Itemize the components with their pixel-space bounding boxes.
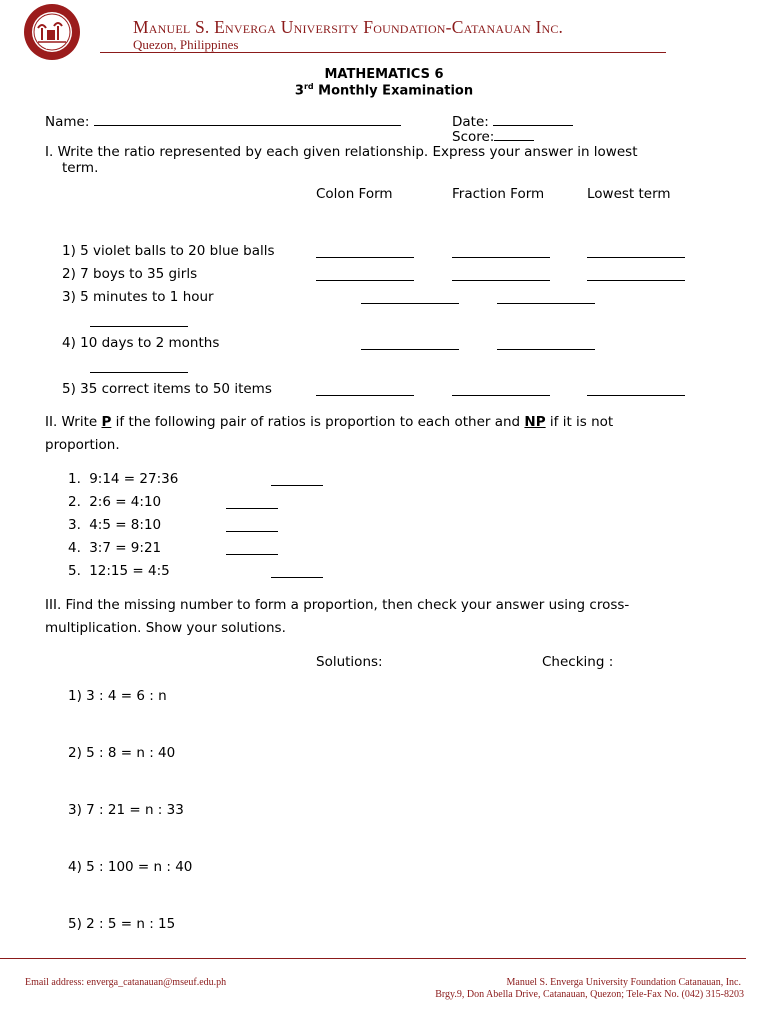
answer-blank[interactable] [271, 473, 323, 486]
part1-item: 2) 7 boys to 35 girls [62, 266, 198, 282]
answer-blank[interactable] [226, 519, 278, 532]
part3-item: 2) 5 : 8 = n : 40 [68, 745, 176, 761]
part2-item [68, 471, 178, 487]
score-label: Score: [452, 129, 495, 145]
answer-blank[interactable] [316, 268, 414, 281]
answer-blank[interactable] [452, 383, 550, 396]
part1-item: 5) 35 correct items to 50 items [62, 381, 272, 397]
footer-address: Brgy.9, Don Abella Drive, Catanauan, Quezon; Tele-Fax No. (042) 315-8203 [435, 989, 744, 1000]
exam-ordinal: 3 [294, 83, 304, 99]
item-text: 9:14 = 27:36 [89, 471, 179, 487]
part2-np-mark: NP [524, 414, 546, 430]
item-number: 4. [68, 540, 81, 556]
part1-item: 4) 10 days to 2 months [62, 335, 220, 351]
part3-instruction-cont: multiplication. Show your solutions. [45, 620, 286, 636]
date-blank[interactable] [493, 113, 573, 126]
item-number: 1. [68, 471, 81, 487]
part3-item: 5) 2 : 5 = n : 15 [68, 916, 176, 932]
exam-ordinal-suffix: rd [303, 82, 314, 91]
score-field[interactable] [452, 128, 534, 145]
university-seal [14, 2, 94, 62]
item-text: 2:6 = 4:10 [89, 494, 162, 510]
answer-blank[interactable] [361, 291, 459, 304]
part1-item: 3) 5 minutes to 1 hour [62, 289, 214, 305]
answer-blank[interactable] [587, 245, 685, 258]
part2-instr-mid: if the following pair of ratios is proportion to each other and [111, 414, 525, 430]
part2-instruction-cont: proportion. [45, 437, 120, 453]
answer-blank[interactable] [497, 337, 595, 350]
solutions-label: Solutions: [316, 654, 383, 670]
part2-item [68, 494, 161, 510]
answer-blank[interactable] [452, 268, 550, 281]
answer-blank[interactable] [226, 542, 278, 555]
part3-item: 3) 7 : 21 = n : 33 [68, 802, 184, 818]
item-text: 3:7 = 9:21 [89, 540, 162, 556]
answer-blank[interactable] [497, 291, 595, 304]
part3-item: 1) 3 : 4 = 6 : n [68, 688, 167, 704]
part2-item [68, 563, 170, 579]
part2-instruction [45, 414, 613, 430]
part2-instr-post: if it is not [545, 414, 614, 430]
part2-p-mark: P [101, 414, 112, 430]
part2-item [68, 517, 161, 533]
item-number: 3. [68, 517, 81, 533]
footer-rule [0, 958, 746, 959]
col-lowest-term: Lowest term [587, 186, 671, 202]
answer-blank[interactable] [361, 337, 459, 350]
exam-title-text: Monthly Examination [313, 83, 474, 99]
item-number: 5. [68, 563, 81, 579]
answer-blank[interactable] [587, 383, 685, 396]
item-text: 12:15 = 4:5 [89, 563, 170, 579]
part3-instruction: III. Find the missing number to form a proportion, then check your answer using cross- [45, 597, 630, 613]
university-name: Manuel S. Enverga University Foundation-Catanauan Inc. [133, 17, 564, 37]
exam-title [0, 82, 768, 98]
part1-instruction-cont: term. [62, 160, 99, 176]
name-blank[interactable] [94, 113, 401, 126]
part2-instr-pre: II. Write [45, 414, 102, 430]
part1-item: 1) 5 violet balls to 20 blue balls [62, 243, 275, 259]
footer-email: Email address: enverga_catanauan@mseuf.edu.ph [25, 977, 227, 988]
answer-blank[interactable] [316, 383, 414, 396]
seal-year: 1948 [45, 45, 57, 51]
answer-blank[interactable] [452, 245, 550, 258]
part1-instruction: I. Write the ratio represented by each given relationship. Express your answer in lowest [45, 144, 638, 160]
item-number: 2. [68, 494, 81, 510]
university-location: Quezon, Philippines [133, 37, 239, 52]
answer-blank[interactable] [90, 360, 188, 373]
answer-blank[interactable] [587, 268, 685, 281]
name-label: Name: [45, 114, 90, 130]
answer-blank[interactable] [226, 496, 278, 509]
part2-item [68, 540, 161, 556]
date-label: Date: [452, 114, 489, 130]
header-rule [100, 52, 666, 53]
footer-org: Manuel S. Enverga University Foundation Catanauan, Inc. [506, 977, 741, 988]
answer-blank[interactable] [271, 565, 323, 578]
checking-label: Checking : [542, 654, 614, 670]
item-text: 4:5 = 8:10 [89, 517, 162, 533]
name-field[interactable] [45, 113, 401, 130]
answer-blank[interactable] [90, 314, 188, 327]
col-colon-form: Colon Form [316, 186, 393, 202]
answer-blank[interactable] [316, 245, 414, 258]
exam-subject: MATHEMATICS 6 [324, 67, 444, 82]
score-blank[interactable] [494, 128, 534, 141]
part3-item: 4) 5 : 100 = n : 40 [68, 859, 193, 875]
col-fraction-form: Fraction Form [452, 186, 545, 202]
